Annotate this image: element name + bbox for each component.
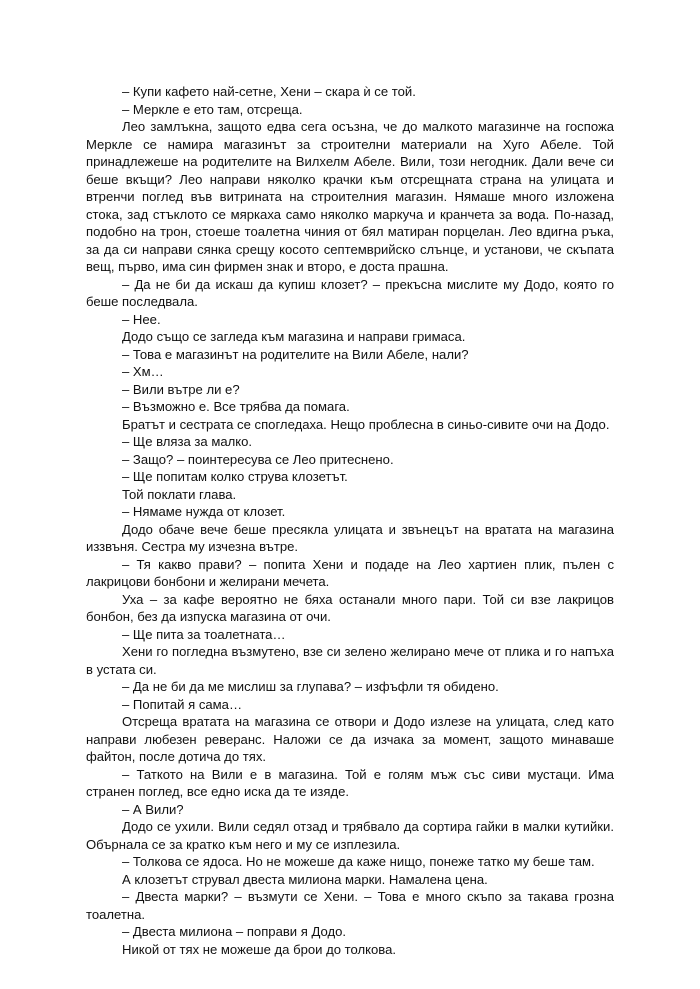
- paragraph: – Ще пита за тоалетната…: [122, 626, 286, 642]
- paragraph: Отсреща вратата на магазина се отвори и Додо излезе на улицата, след като направи любезен реверанс. Наложи се да изчака за момент, защото минаваше файтон, после дотича до тях.: [86, 714, 614, 764]
- paragraph: – Тя какво прави? – попита Хени и подаде на Лео хартиен плик, пълен с лакрицови бонбони и желирани мечета.: [86, 556, 614, 589]
- paragraph: – Нее.: [122, 311, 161, 327]
- paragraph: – Да не би да искаш да купиш клозет? – прекъсна мислите му Додо, която го беше последвала.: [86, 276, 614, 309]
- paragraph: – Да не би да ме мислиш за глупава? – изфъфли тя обидено.: [122, 679, 499, 694]
- paragraph: – Купи кафето най-сетне, Хени – скара ѝ се той.: [122, 84, 416, 99]
- paragraph: Хени го погледна възмутено, взе си зелено желирано мече от плика и го напъха в устата си.: [86, 644, 614, 677]
- paragraph: – Хм…: [122, 364, 164, 379]
- paragraph: Уха – за кафе вероятно не бяха останали много пари. Той си взе лакрицов бонбон, без да изпуска магазина от очи.: [86, 591, 614, 624]
- paragraph: Додо обаче вече беше пресякла улицата и звънецът на вратата на магазина иззвъня. Сестра му изчезна вътре.: [86, 521, 614, 554]
- paragraph: – Ще вляза за малко.: [122, 434, 253, 449]
- paragraph: – Вили вътре ли е?: [122, 381, 240, 397]
- paragraph: Лео замлъкна, защото едва сега осъзна, че до малкото магазинче на госпожа Меркле се намира магазинът за строителни материали на Хуго Абеле. Той принадлежеше на родителите на Вилхелм Абеле. Вили, този негодник. Дали вече си беше вкъщи? Лео направи няколко крачки към отсрещната страна на улицата и втренчи поглед във витрината на строителния магазин. Нямаше много изложена стока, зад стъклото се мяркаха само няколко маркуча и кранчета за вода. По-назад, подобно на трон, стоеше тоалетна чиния от бял матиран порцелан. Лео вдигна ръка, за да си направи сянка срещу косото септемврийско слънце, и установи, че скъпата вещ, първо, има син фирмен знак и второ, е доста прашна.: [86, 119, 614, 274]
- body-text: [86, 83, 614, 958]
- paragraph: – Нямаме нужда от клозет.: [122, 504, 286, 519]
- paragraph: Той поклати глава.: [122, 486, 237, 502]
- paragraph: – Двеста марки? – възмути се Хени. – Това е много скъпо за такава грозна тоалетна.: [86, 889, 614, 922]
- paragraph: Братът и сестрата се спогледаха. Нещо проблесна в синьо-сивите очи на Додо.: [122, 416, 610, 432]
- paragraph: – Меркле е ето там, отсреща.: [122, 101, 303, 117]
- paragraph: – Двеста милиона – поправи я Додо.: [122, 924, 347, 939]
- paragraph: Додо се ухили. Вили седял отзад и трябвало да сортира гайки в малки кутийки. Обърнала се за кратко към него и му се изплезила.: [86, 819, 614, 852]
- paragraph: – Попитай я сама…: [122, 696, 243, 712]
- paragraph: – Толкова се ядоса. Но не можеше да каже нищо, понеже татко му беше там.: [122, 854, 595, 869]
- paragraph: А клозетът струвал двеста милиона марки. Намалена цена.: [122, 871, 488, 887]
- paragraph: – Таткото на Вили е в магазина. Той е голям мъж със сиви мустаци. Има странен поглед, все едно иска да те изяде.: [86, 766, 614, 799]
- paragraph: – А Вили?: [122, 801, 184, 817]
- paragraph: – Ще попитам колко струва клозетът.: [122, 469, 348, 484]
- paragraph: – Защо? – поинтересува се Лео притеснено.: [122, 451, 394, 467]
- paragraph: – Това е магазинът на родителите на Вили Абеле, нали?: [122, 346, 469, 362]
- paragraph: Додо също се загледа към магазина и направи гримаса.: [122, 329, 466, 344]
- paragraph: – Възможно е. Все трябва да помага.: [122, 399, 350, 414]
- paragraph: Никой от тях не можеше да брои до толкова.: [122, 941, 397, 957]
